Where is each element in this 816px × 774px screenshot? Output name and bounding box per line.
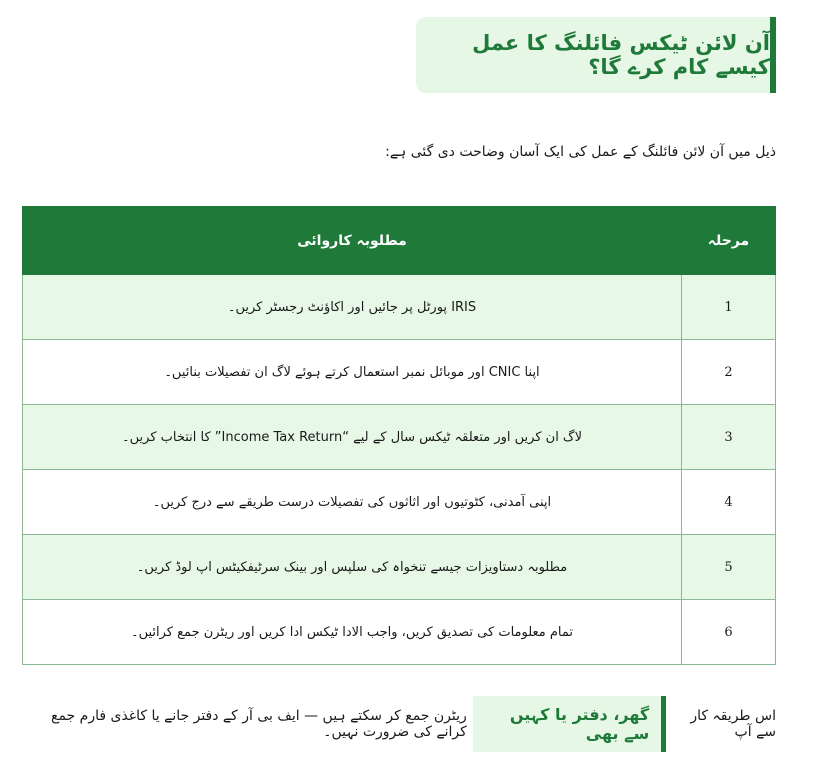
table-row xyxy=(23,535,776,600)
table-row xyxy=(23,340,776,405)
footer-text-before: اس طریقہ کار سے آپ xyxy=(690,708,776,740)
table-header-row xyxy=(23,207,776,275)
table-row xyxy=(23,470,776,535)
step-action: IRIS پورٹل پر جائیں اور اکاؤنٹ رجسٹر کریں۔ xyxy=(23,275,682,340)
step-action: اپنا CNIC اور موبائل نمبر استعمال کرتے ہوئے لاگ ان تفصیلات بنائیں۔ xyxy=(23,340,682,405)
footer-note xyxy=(22,694,776,754)
step-number: 1 xyxy=(682,275,776,340)
step-number: 4 xyxy=(682,470,776,535)
steps-table xyxy=(22,206,776,665)
step-number: 3 xyxy=(682,405,776,470)
step-action: مطلوبہ دستاویزات جیسے تنخواہ کی سلپس اور بینک سرٹیفکیٹس اپ لوڈ کریں۔ xyxy=(23,535,682,600)
header-step: مرحلہ xyxy=(682,207,776,275)
page-title: آن لائن ٹیکس فائلنگ کا عمل کیسے کام کرے گا؟ xyxy=(472,31,770,79)
step-number: 5 xyxy=(682,535,776,600)
table-row xyxy=(23,275,776,340)
step-action: لاگ ان کریں اور متعلقہ ٹیکس سال کے لیے “Income Tax Return” کا انتخاب کریں۔ xyxy=(23,405,682,470)
step-number: 6 xyxy=(682,600,776,665)
intro-text: ذیل میں آن لائن فائلنگ کے عمل کی ایک آسان وضاحت دی گئی ہے: xyxy=(385,144,776,160)
footer-highlight: گھر، دفتر یا کہیں سے بھی xyxy=(473,696,666,752)
table-row xyxy=(23,405,776,470)
footer-text-after: ریٹرن جمع کر سکتے ہیں — ایف بی آر کے دفتر جانے یا کاغذی فارم جمع کرانے کی ضرورت نہیں۔ xyxy=(51,708,467,740)
step-number: 2 xyxy=(682,340,776,405)
table-row xyxy=(23,600,776,665)
step-action: تمام معلومات کی تصدیق کریں، واجب الادا ٹیکس ادا کریں اور ریٹرن جمع کرائیں۔ xyxy=(23,600,682,665)
step-action: اپنی آمدنی، کٹوتیوں اور اثاثوں کی تفصیلات درست طریقے سے درج کریں۔ xyxy=(23,470,682,535)
header-action: مطلوبہ کاروائی xyxy=(23,207,682,275)
title-box xyxy=(416,17,776,93)
